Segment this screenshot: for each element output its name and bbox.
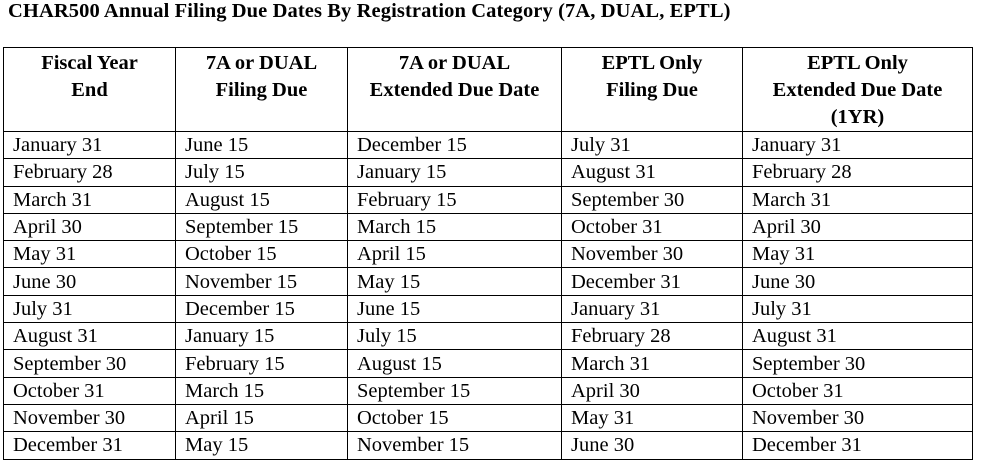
header-line: EPTL Only [807, 52, 908, 74]
header-eptl-filing-due [562, 48, 743, 132]
cell-7a-dual-extended-due: June 15 [348, 295, 562, 322]
cell-7a-dual-extended-due: September 15 [348, 377, 562, 404]
cell-eptl-extended-due: June 30 [743, 268, 973, 295]
table-row [4, 241, 973, 268]
cell-7a-dual-extended-due: December 15 [348, 132, 562, 159]
cell-eptl-filing-due: May 31 [562, 404, 743, 431]
cell-eptl-extended-due: February 28 [743, 159, 973, 186]
cell-7a-dual-extended-due: August 15 [348, 350, 562, 377]
cell-eptl-extended-due: July 31 [743, 295, 973, 322]
table-header-row [4, 48, 973, 132]
cell-7a-dual-filing-due: June 15 [176, 132, 348, 159]
cell-7a-dual-filing-due: July 15 [176, 159, 348, 186]
header-line: Extended Due Date [772, 79, 943, 101]
cell-eptl-filing-due: June 30 [562, 432, 743, 459]
cell-eptl-extended-due: December 31 [743, 432, 973, 459]
cell-7a-dual-filing-due: April 15 [176, 404, 348, 431]
cell-fiscal-year-end: April 30 [4, 213, 176, 240]
cell-fiscal-year-end: October 31 [4, 377, 176, 404]
cell-fiscal-year-end: June 30 [4, 268, 176, 295]
cell-fiscal-year-end: May 31 [4, 241, 176, 268]
table-row [4, 404, 973, 431]
header-line: Filing Due [606, 79, 698, 101]
cell-eptl-extended-due: November 30 [743, 404, 973, 431]
header-line: Fiscal Year [41, 52, 138, 74]
header-line: Filing Due [215, 79, 308, 101]
cell-7a-dual-filing-due: September 15 [176, 213, 348, 240]
cell-fiscal-year-end: September 30 [4, 350, 176, 377]
cell-eptl-extended-due: August 31 [743, 323, 973, 350]
table-row [4, 213, 973, 240]
cell-7a-dual-extended-due: April 15 [348, 241, 562, 268]
cell-7a-dual-filing-due: December 15 [176, 295, 348, 322]
cell-fiscal-year-end: January 31 [4, 132, 176, 159]
cell-fiscal-year-end: July 31 [4, 295, 176, 322]
cell-7a-dual-extended-due: November 15 [348, 432, 562, 459]
header-line: EPTL Only [601, 52, 703, 74]
cell-fiscal-year-end: March 31 [4, 186, 176, 213]
cell-7a-dual-extended-due: July 15 [348, 323, 562, 350]
cell-7a-dual-filing-due: May 15 [176, 432, 348, 459]
document-title: CHAR500 Annual Filing Due Dates By Registration Category (7A, DUAL, EPTL) [8, 0, 731, 22]
table-row [4, 186, 973, 213]
cell-eptl-extended-due: September 30 [743, 350, 973, 377]
cell-7a-dual-filing-due: January 15 [176, 323, 348, 350]
table-row [4, 432, 973, 459]
header-line: Extended Due Date [369, 79, 540, 101]
cell-7a-dual-extended-due: March 15 [348, 213, 562, 240]
cell-eptl-filing-due: October 31 [562, 213, 743, 240]
header-line: 7A or DUAL [205, 52, 318, 74]
cell-eptl-filing-due: December 31 [562, 268, 743, 295]
header-line: End [71, 79, 108, 101]
cell-fiscal-year-end: November 30 [4, 404, 176, 431]
cell-eptl-filing-due: February 28 [562, 323, 743, 350]
cell-eptl-extended-due: April 30 [743, 213, 973, 240]
header-eptl-extended-due-date [743, 48, 973, 132]
header-line: (1YR) [830, 106, 885, 128]
cell-7a-dual-extended-due: May 15 [348, 268, 562, 295]
table-row [4, 350, 973, 377]
cell-7a-dual-filing-due: March 15 [176, 377, 348, 404]
cell-eptl-extended-due: October 31 [743, 377, 973, 404]
table-row [4, 323, 973, 350]
table-row [4, 159, 973, 186]
cell-7a-dual-extended-due: January 15 [348, 159, 562, 186]
header-7a-dual-filing-due [176, 48, 348, 132]
due-dates-table [3, 47, 973, 460]
header-line: 7A or DUAL [398, 52, 511, 74]
cell-7a-dual-extended-due: February 15 [348, 186, 562, 213]
table-row [4, 132, 973, 159]
cell-eptl-extended-due: May 31 [743, 241, 973, 268]
cell-eptl-filing-due: March 31 [562, 350, 743, 377]
cell-7a-dual-filing-due: November 15 [176, 268, 348, 295]
cell-fiscal-year-end: August 31 [4, 323, 176, 350]
cell-fiscal-year-end: February 28 [4, 159, 176, 186]
table-row [4, 268, 973, 295]
cell-7a-dual-filing-due: February 15 [176, 350, 348, 377]
cell-eptl-extended-due: March 31 [743, 186, 973, 213]
cell-7a-dual-filing-due: August 15 [176, 186, 348, 213]
table-row [4, 377, 973, 404]
cell-eptl-filing-due: April 30 [562, 377, 743, 404]
cell-7a-dual-filing-due: October 15 [176, 241, 348, 268]
cell-eptl-filing-due: November 30 [562, 241, 743, 268]
cell-eptl-filing-due: January 31 [562, 295, 743, 322]
cell-7a-dual-extended-due: October 15 [348, 404, 562, 431]
cell-eptl-filing-due: August 31 [562, 159, 743, 186]
cell-fiscal-year-end: December 31 [4, 432, 176, 459]
table-row [4, 295, 973, 322]
header-fiscal-year-end [4, 48, 176, 132]
cell-eptl-filing-due: July 31 [562, 132, 743, 159]
cell-eptl-filing-due: September 30 [562, 186, 743, 213]
header-7a-dual-extended-due-date [348, 48, 562, 132]
cell-eptl-extended-due: January 31 [743, 132, 973, 159]
